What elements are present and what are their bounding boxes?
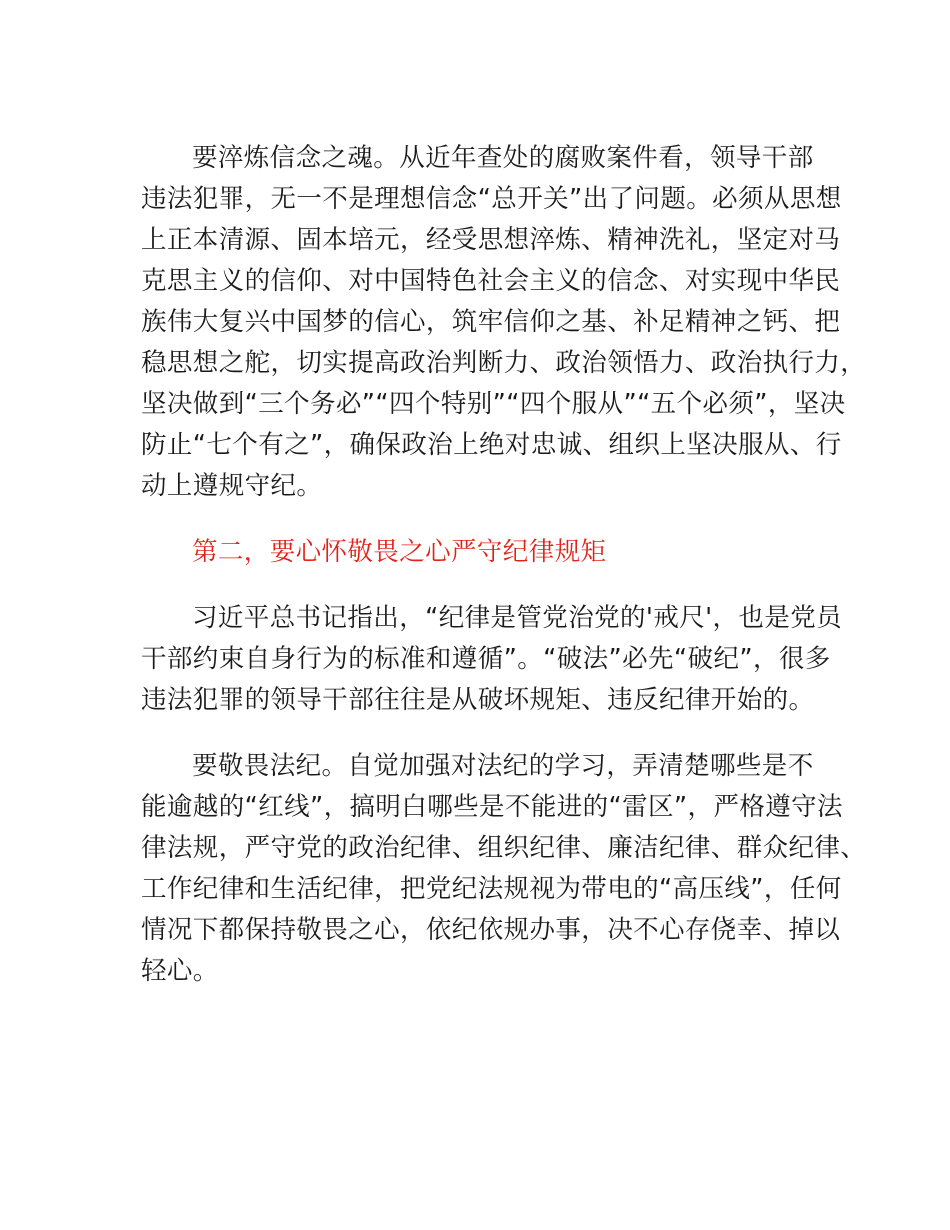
paragraph-line: 工作纪律和生活纪律，把党纪法规视为带电的“高压线”，任何 bbox=[141, 874, 842, 904]
paragraph-line: 克思主义的信仰、对中国特色社会主义的信念、对实现中华民 bbox=[141, 266, 841, 296]
document-body bbox=[141, 138, 867, 992]
paragraph-line: 族伟大复兴中国梦的信心，筑牢信仰之基、补足精神之钙、把 bbox=[141, 307, 841, 337]
paragraph-line: 动上遵规守纪。 bbox=[141, 471, 323, 501]
paragraph-line: 要淬炼信念之魂。从近年查处的腐败案件看，领导干部 bbox=[192, 143, 814, 173]
paragraph-line: 习近平总书记指出，“纪律是管党治党的'戒尺'，也是党员 bbox=[192, 603, 843, 633]
paragraph-1 bbox=[141, 138, 867, 507]
paragraph-line: 能逾越的“红线”，搞明白哪些是不能进的“雷区”，严格遵守法 bbox=[141, 792, 843, 822]
paragraph-line: 防止“七个有之”，确保政治上绝对忠诚、组织上坚决服从、行 bbox=[141, 430, 842, 460]
paragraph-line: 要敬畏法纪。自觉加强对法纪的学习，弄清楚哪些是不 bbox=[192, 751, 814, 781]
paragraph-spacer bbox=[141, 573, 831, 598]
paragraph-spacer bbox=[141, 721, 831, 746]
paragraph-line: 违法犯罪，无一不是理想信念“总开关”出了问题。必须从思想 bbox=[141, 184, 842, 214]
section-heading bbox=[141, 532, 831, 573]
paragraph-line: 轻心。 bbox=[141, 956, 219, 986]
paragraph-line: 上正本清源、固本培元，经受思想淬炼、精神洗礼，坚定对马 bbox=[141, 225, 841, 255]
paragraph-line: 律法规，严守党的政治纪律、组织纪律、廉洁纪律、群众纪律、 bbox=[141, 833, 867, 863]
paragraph-line: 坚决做到“三个务必”“四个特别”“四个服从”“五个必须”，坚决 bbox=[141, 389, 846, 419]
paragraph-line: 违法犯罪的领导干部往往是从破坏规矩、违反纪律开始的。 bbox=[141, 685, 815, 715]
paragraph-spacer bbox=[141, 507, 831, 532]
paragraph-line: 情况下都保持敬畏之心，依纪依规办事，决不心存侥幸、掉以 bbox=[141, 915, 841, 945]
paragraph-line: 干部约束自身行为的标准和遵循”。“破法”必先“破纪”，很多 bbox=[141, 644, 831, 674]
paragraph-2 bbox=[141, 598, 843, 721]
paragraph-line: 稳思想之舵，切实提高政治判断力、政治领悟力、政治执行力， bbox=[141, 348, 867, 378]
paragraph-3 bbox=[141, 746, 867, 992]
section-heading-text: 第二，要心怀敬畏之心严守纪律规矩 bbox=[192, 537, 607, 567]
